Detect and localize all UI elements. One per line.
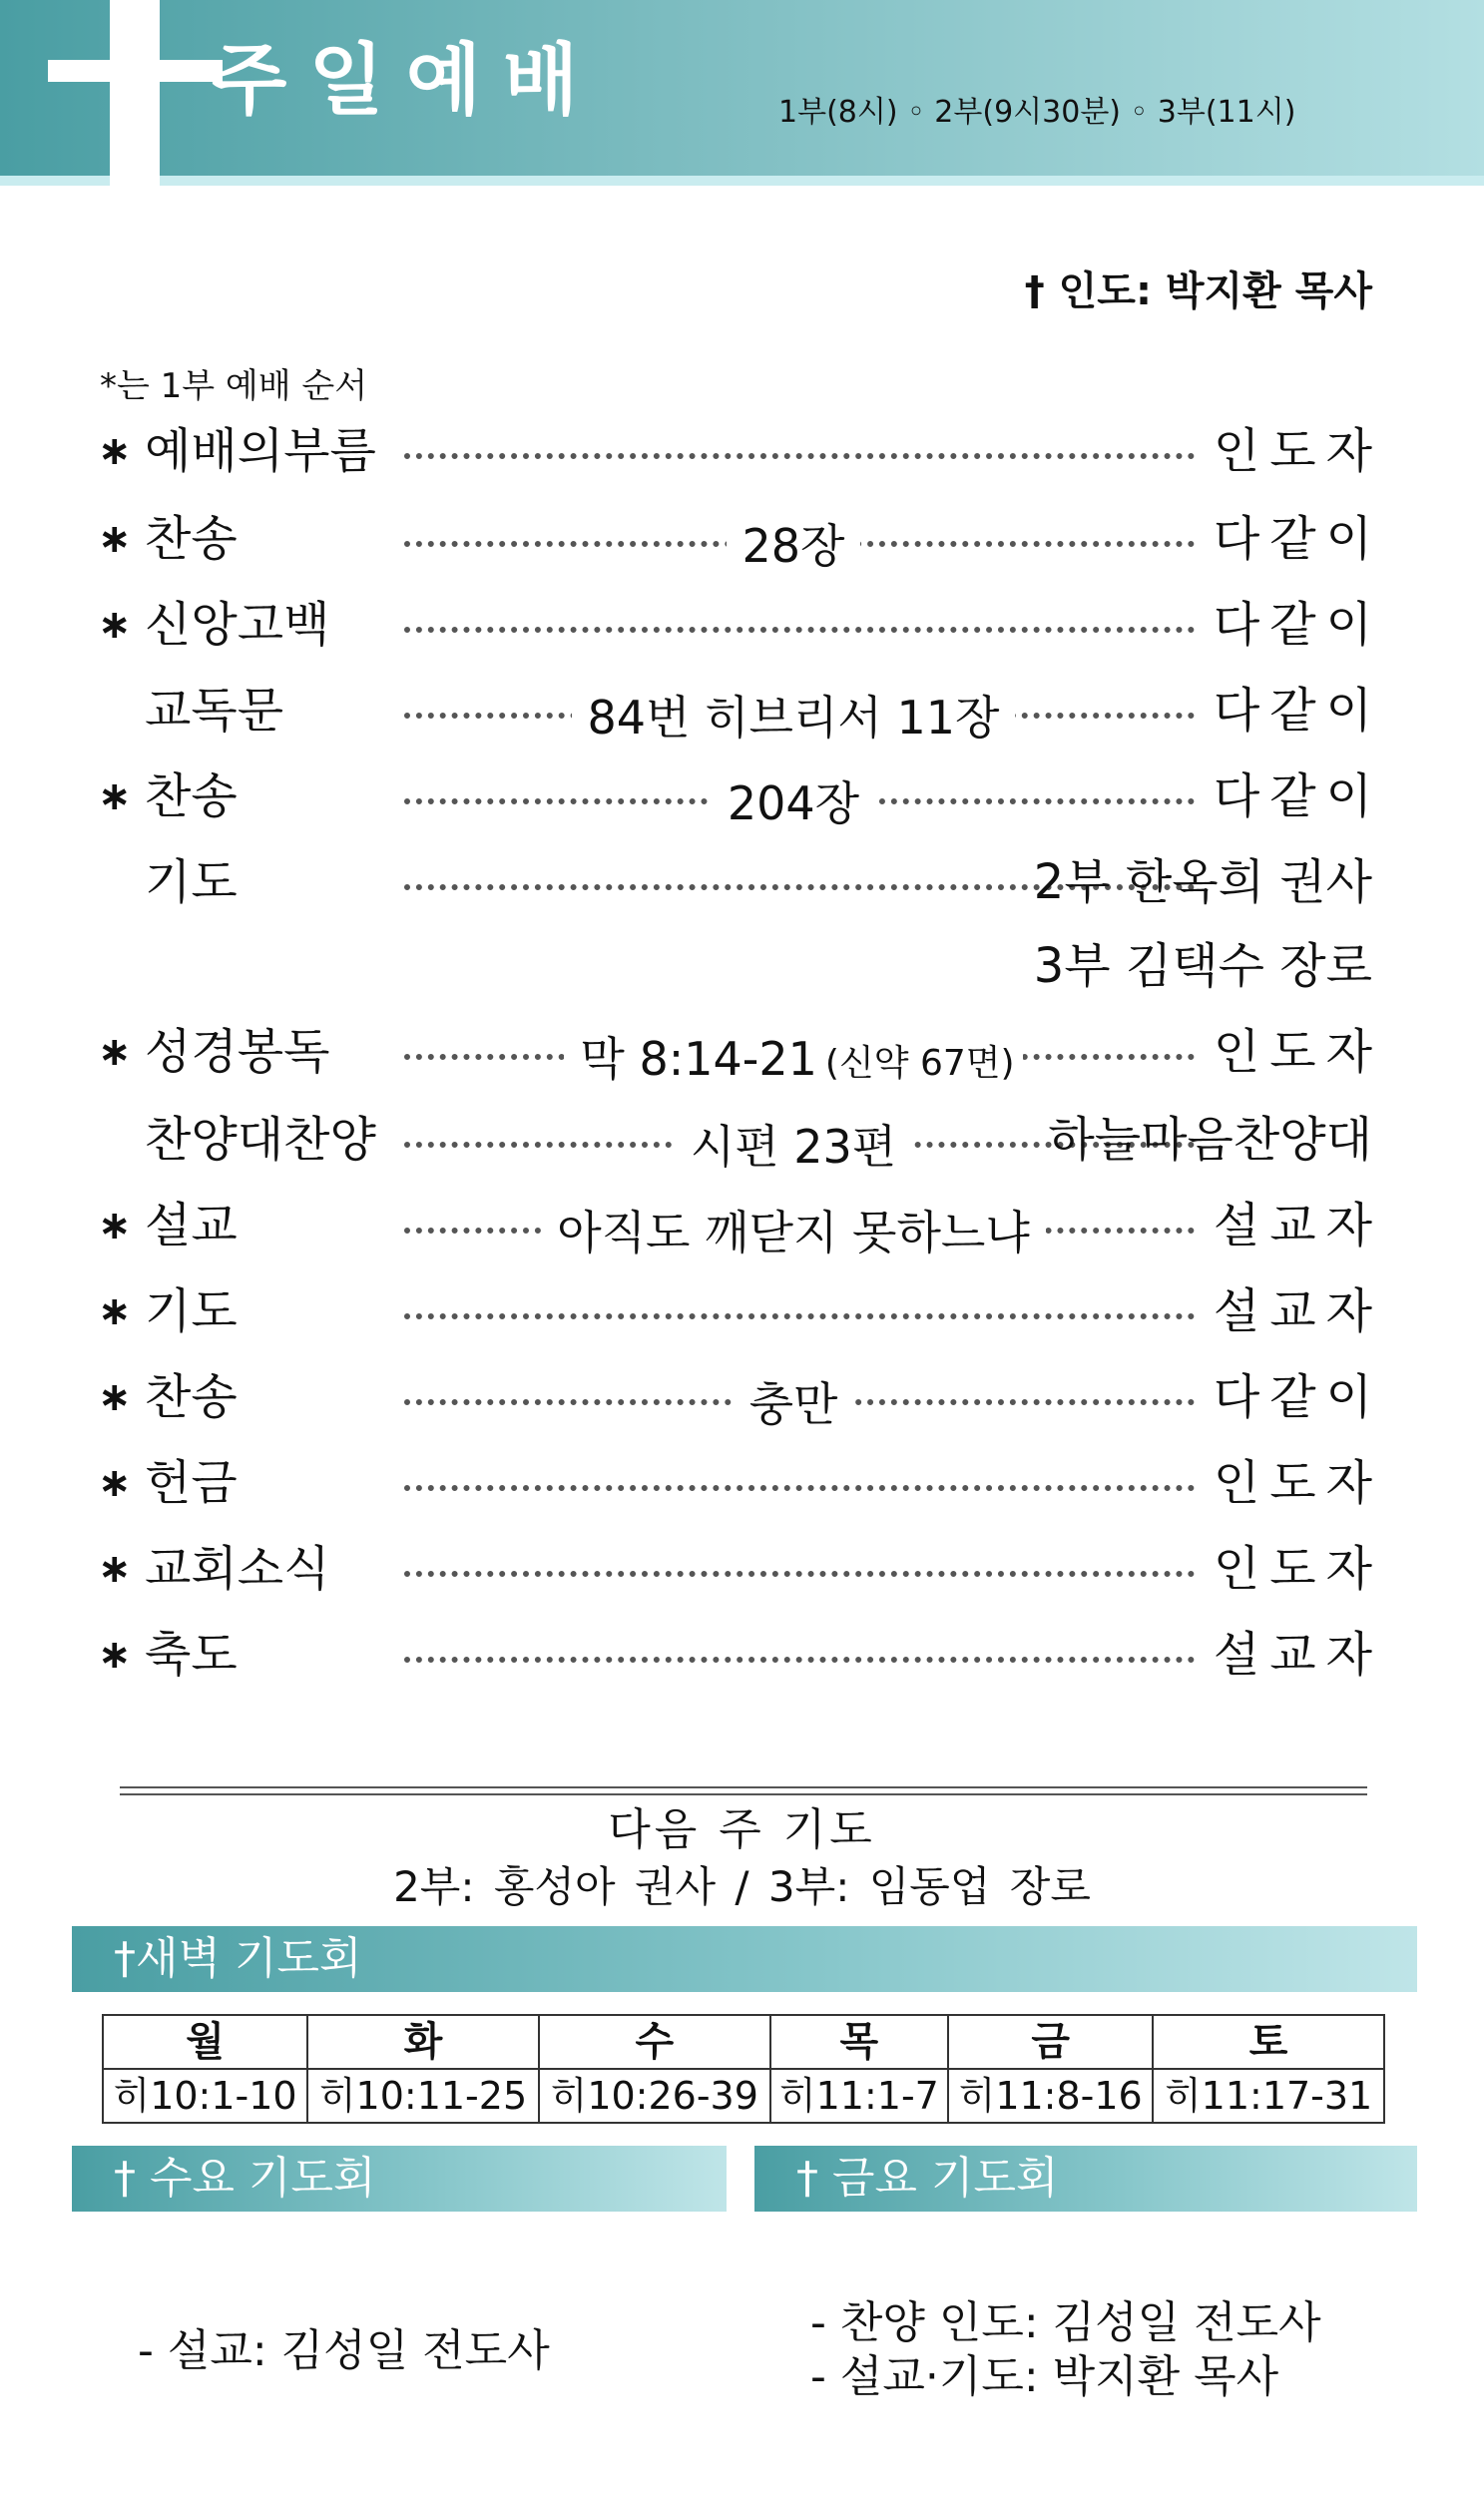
friday-item: - 설교·기도: 박지환 목사 [810, 2351, 1279, 2402]
order-leader: 다같이 [1213, 1369, 1382, 1425]
order-row [0, 1449, 1484, 1519]
order-row [0, 1621, 1484, 1691]
order-detail: 아직도 깨닫지 못하느냐 [404, 1210, 1183, 1255]
order-star: ∗ [98, 1632, 132, 1678]
order-row [0, 1106, 1484, 1176]
order-leader: 2부 한옥희 권사 [1033, 854, 1372, 910]
day-reading: 히11:8-16 [948, 2069, 1153, 2123]
dotted-leader [404, 627, 1195, 633]
order-detail: 충만 [404, 1381, 1183, 1427]
order-detail: 28장 [404, 523, 1183, 569]
service-times: 1부(8시) ◦ 2부(9시30분) ◦ 3부(11시) [778, 95, 1296, 130]
order-row [0, 932, 1484, 1002]
worship-leader: † 인도: 박지환 목사 [1024, 268, 1372, 314]
order-leader: 인도자 [1213, 1455, 1382, 1511]
page-title: 주일예배 [212, 36, 601, 126]
order-row [0, 1363, 1484, 1433]
dotted-leader [404, 453, 1195, 459]
order-leader: 3부 김택수 장로 [1033, 938, 1372, 994]
order-leader: 다같이 [1213, 768, 1382, 824]
order-item: 찬송 [145, 768, 238, 824]
order-item: 설교 [145, 1198, 238, 1253]
order-row [0, 591, 1484, 661]
dotted-leader [404, 1571, 1195, 1577]
order-star: ∗ [98, 1203, 132, 1249]
next-week-names: 2부: 홍성아 권사 / 3부: 임동업 장로 [393, 1862, 1091, 1911]
divider [120, 1786, 1367, 1795]
day-reading: 히10:11-25 [307, 2069, 539, 2123]
order-item: 교독문 [145, 683, 284, 739]
friday-prayer-header: † 금요 기도회 [754, 2146, 1417, 2212]
order-row [0, 1192, 1484, 1261]
order-item: 축도 [145, 1627, 238, 1683]
order-star: ∗ [98, 773, 132, 819]
order-item: 교회소식 [145, 1541, 330, 1597]
order-star: ∗ [98, 1546, 132, 1592]
dotted-leader [404, 1657, 1195, 1663]
dawn-prayer-table [102, 2014, 1385, 2124]
wednesday-item: - 설교: 김성일 전도사 [138, 2325, 550, 2376]
order-star: ∗ [98, 1029, 132, 1075]
order-leader: 설교자 [1213, 1627, 1382, 1683]
order-detail: 204장 [404, 780, 1183, 826]
wednesday-prayer-header: † 수요 기도회 [72, 2146, 727, 2212]
order-leader: 인도자 [1213, 1541, 1382, 1597]
order-row [0, 1277, 1484, 1347]
order-star: ∗ [98, 428, 132, 474]
order-item: 기도 [145, 854, 238, 910]
friday-item: - 찬양 인도: 김성일 전도사 [810, 2297, 1321, 2348]
day-header: 수 [539, 2015, 770, 2069]
order-item: 찬송 [145, 1369, 238, 1425]
order-star: ∗ [98, 1374, 132, 1420]
order-star: ∗ [98, 602, 132, 648]
order-item: 찬양대찬양 [145, 1112, 376, 1168]
order-star: ∗ [98, 1460, 132, 1506]
order-detail: 막 8:14-21 (신약 67면) [404, 1036, 1183, 1082]
order-star: ∗ [98, 1288, 132, 1334]
next-week-title: 다음 주 기도 [608, 1804, 876, 1855]
order-item: 예배의부름 [145, 423, 376, 479]
order-item: 신앙고백 [145, 597, 330, 653]
day-header: 월 [103, 2015, 307, 2069]
day-header: 화 [307, 2015, 539, 2069]
day-header: 목 [770, 2015, 948, 2069]
order-leader: 하늘마음찬양대 [1048, 1112, 1372, 1168]
dotted-leader [404, 1485, 1195, 1491]
order-row [0, 1535, 1484, 1605]
dotted-leader [404, 1313, 1195, 1319]
order-note: *는 1부 예배 순서 [100, 366, 368, 406]
order-row [0, 677, 1484, 747]
cross-icon [48, 0, 223, 190]
order-leader: 인도자 [1213, 1024, 1382, 1080]
order-row [0, 505, 1484, 575]
order-item: 기도 [145, 1283, 238, 1339]
order-item: 성경봉독 [145, 1024, 330, 1080]
order-row [0, 848, 1484, 918]
order-leader: 설교자 [1213, 1198, 1382, 1253]
order-leader: 설교자 [1213, 1283, 1382, 1339]
order-item: 헌금 [145, 1455, 238, 1511]
order-leader: 다같이 [1213, 597, 1382, 653]
order-detail: 시편 23편 [404, 1124, 1183, 1170]
dawn-prayer-header: †새벽 기도회 [72, 1926, 1417, 1992]
order-detail: 84번 히브리서 11장 [404, 695, 1183, 741]
day-reading: 히10:1-10 [103, 2069, 307, 2123]
order-row [0, 417, 1484, 487]
order-leader: 다같이 [1213, 511, 1382, 567]
day-reading: 히11:1-7 [770, 2069, 948, 2123]
day-header: 토 [1153, 2015, 1384, 2069]
header-underline [0, 176, 1484, 186]
order-row [0, 762, 1484, 832]
day-header: 금 [948, 2015, 1153, 2069]
day-reading: 히11:17-31 [1153, 2069, 1384, 2123]
order-leader: 다같이 [1213, 683, 1382, 739]
order-row [0, 1018, 1484, 1088]
day-reading: 히10:26-39 [539, 2069, 770, 2123]
order-leader: 인도자 [1213, 423, 1382, 479]
order-star: ∗ [98, 516, 132, 562]
order-item: 찬송 [145, 511, 238, 567]
